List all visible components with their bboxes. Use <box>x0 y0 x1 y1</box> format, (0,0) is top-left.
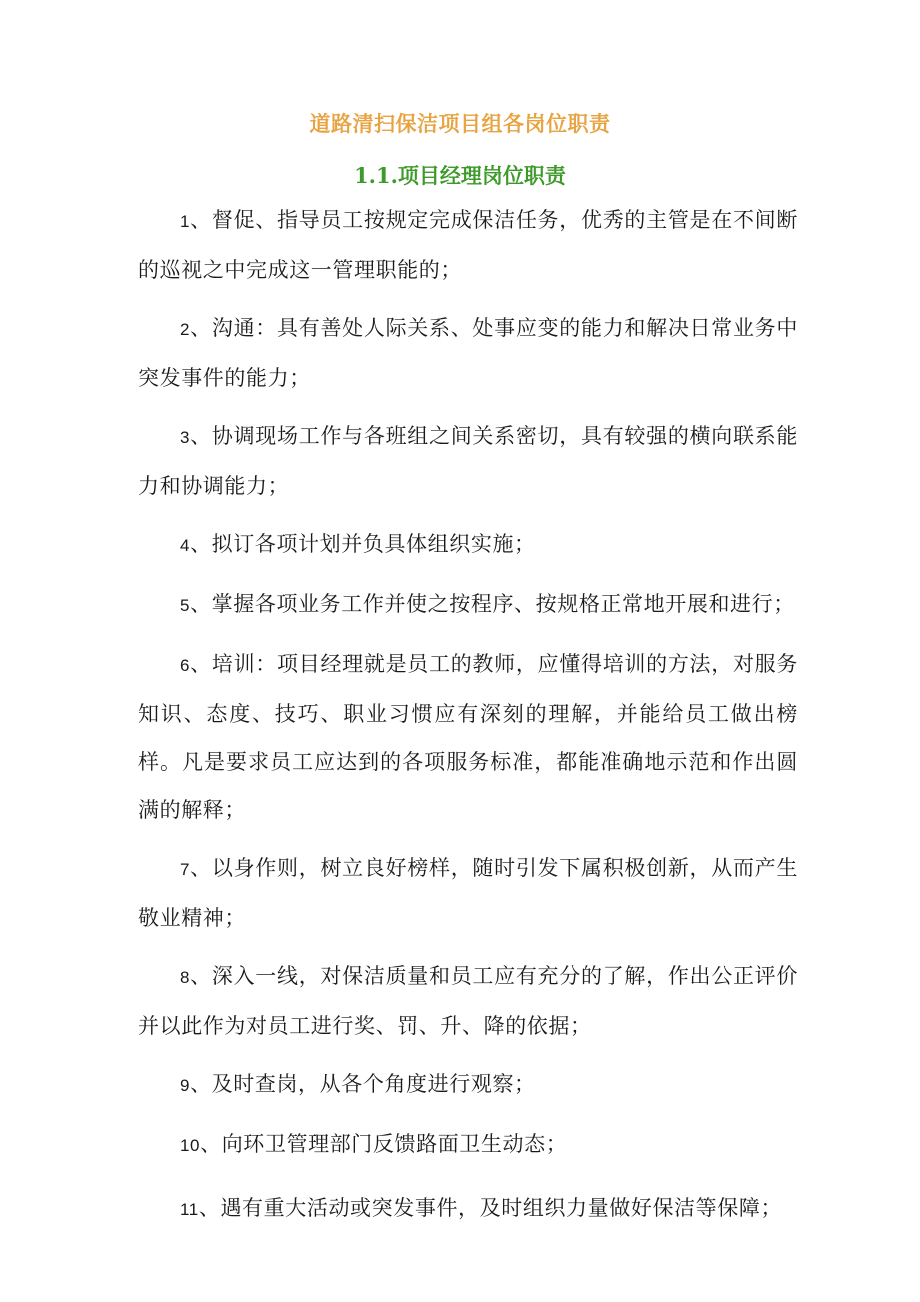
duty-item <box>138 304 798 402</box>
duty-number: 3 <box>180 428 191 447</box>
duty-item <box>138 1060 798 1110</box>
duty-item <box>138 580 798 630</box>
duty-number: 2 <box>180 320 191 339</box>
document-title: 道路清扫保洁项目组各岗位职责 <box>309 111 611 136</box>
duty-number: 8 <box>180 968 191 987</box>
duty-text: 、培训：项目经理就是员工的教师，应懂得培训的方法，对服务知识、态度、技巧、职业习惯应有深刻的理解，并能给员工做出榜样。凡是要求员工应达到的各项服务标准，都能准确地示范和作出圆满的解释； <box>138 652 798 822</box>
duty-text: 、拟订各项计划并负具体组织实施； <box>190 532 536 556</box>
duty-list <box>138 196 798 1244</box>
duty-number: 6 <box>180 656 191 675</box>
duty-text: 、深入一线，对保洁质量和员工应有充分的了解，作出公正评价并以此作为对员工进行奖、罚、升、降的依据； <box>138 964 798 1038</box>
section-heading: 1.1.项目经理岗位职责 <box>354 163 566 188</box>
duty-item <box>138 640 798 834</box>
duty-item <box>138 1120 798 1170</box>
duty-text: 、及时查岗，从各个角度进行观察； <box>190 1072 536 1096</box>
duty-text: 、遇有重大活动或突发事件，及时组织力量做好保洁等保障； <box>198 1196 783 1220</box>
duty-item <box>138 1184 798 1234</box>
duty-item <box>138 196 798 294</box>
duty-item <box>138 412 798 510</box>
duty-number: 7 <box>180 860 191 879</box>
duty-text: 、向环卫管理部门反馈路面卫生动态； <box>200 1132 568 1156</box>
duty-item <box>138 952 798 1050</box>
duty-number: 4 <box>180 536 191 555</box>
duty-text: 、沟通：具有善处人际关系、处事应变的能力和解决日常业务中突发事件的能力； <box>138 316 798 390</box>
duty-text: 、协调现场工作与各班组之间关系密切，具有较强的横向联系能力和协调能力； <box>138 424 798 498</box>
duty-number: 1 <box>180 212 191 231</box>
duty-item <box>138 844 798 942</box>
duty-number: 5 <box>180 596 191 615</box>
duty-number: 11 <box>180 1200 199 1219</box>
duty-number: 10 <box>180 1136 201 1155</box>
duty-text: 、督促、指导员工按规定完成保洁任务，优秀的主管是在不间断的巡视之中完成这一管理职能的； <box>138 208 798 282</box>
duty-item <box>138 520 798 570</box>
duty-text: 、以身作则，树立良好榜样，随时引发下属积极创新，从而产生敬业精神； <box>138 856 798 930</box>
duty-number: 9 <box>180 1076 191 1095</box>
duty-text: 、掌握各项业务工作并使之按程序、按规格正常地开展和进行； <box>190 592 795 616</box>
